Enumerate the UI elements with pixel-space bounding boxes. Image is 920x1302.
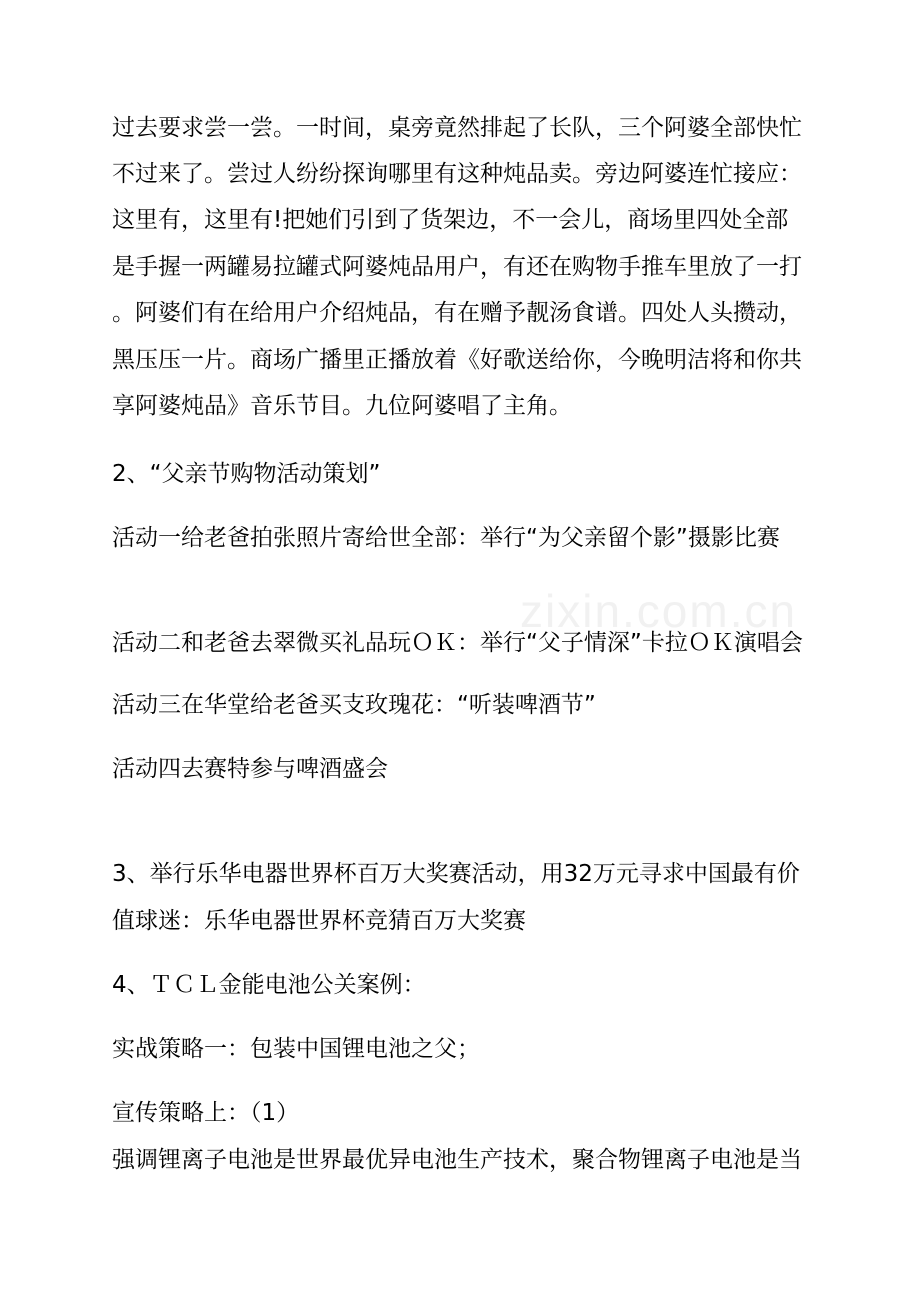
text-line-last: 强调锂离子电池是世界最优异电池生产技术，聚合物锂离子电池是当 (112, 1147, 802, 1173)
text-line-section-3: 值球迷：乐华电器世界杯竞猜百万大奖赛 (112, 908, 526, 934)
text-line-2: 不过来了。尝过人纷纷探询哪里有这种炖品卖。旁边阿婆连忙接应： (112, 161, 802, 187)
section-heading-2: 2、“父亲节购物活动策划” (112, 461, 381, 487)
strategy-1: 实战策略一：包装中国锂电池之父； (112, 1036, 480, 1062)
text-line-4: 是手握一两罐易拉罐式阿婆炖品用户，有还在购物手推车里放了一打 (112, 254, 802, 280)
text-line-1: 过去要求尝一尝。一时间，桌旁竟然排起了长队，三个阿婆全部快忙 (112, 115, 802, 141)
text-line-6: 黑压压一片。商场广播里正播放着《好歌送给你，今晚明洁将和你共 (112, 347, 802, 373)
section-heading-3: 3、举行乐华电器世界杯百万大奖赛活动，用32万元寻求中国最有价 (112, 861, 800, 887)
activity-1: 活动一给老爸拍张照片寄给世全部：举行“为父亲留个影”摄影比赛 (112, 525, 780, 551)
section-heading-4: 4、ＴＣＬ金能电池公关案例： (112, 972, 426, 998)
promo-strategy: 宣传策略上：（1） (112, 1100, 300, 1126)
text-line-7: 享阿婆炖品》音乐节目。九位阿婆唱了主角。 (112, 393, 572, 419)
activity-4: 活动四去赛特参与啤酒盛会 (112, 756, 388, 782)
activity-3: 活动三在华堂给老爸买支玫瑰花：“听装啤酒节” (112, 692, 596, 718)
text-line-3: 这里有，这里有!把她们引到了货架边，不一会儿，商场里四处全部 (112, 207, 789, 233)
watermark: zixin.com.cn (520, 585, 798, 637)
activity-2: 活动二和老爸去翠微买礼品玩ＯＫ：举行“父子情深”卡拉ＯＫ演唱会 (112, 630, 803, 656)
text-line-5: 。阿婆们有在给用户介绍炖品，有在赠予靓汤食谱。四处人头攒动， (112, 300, 802, 326)
